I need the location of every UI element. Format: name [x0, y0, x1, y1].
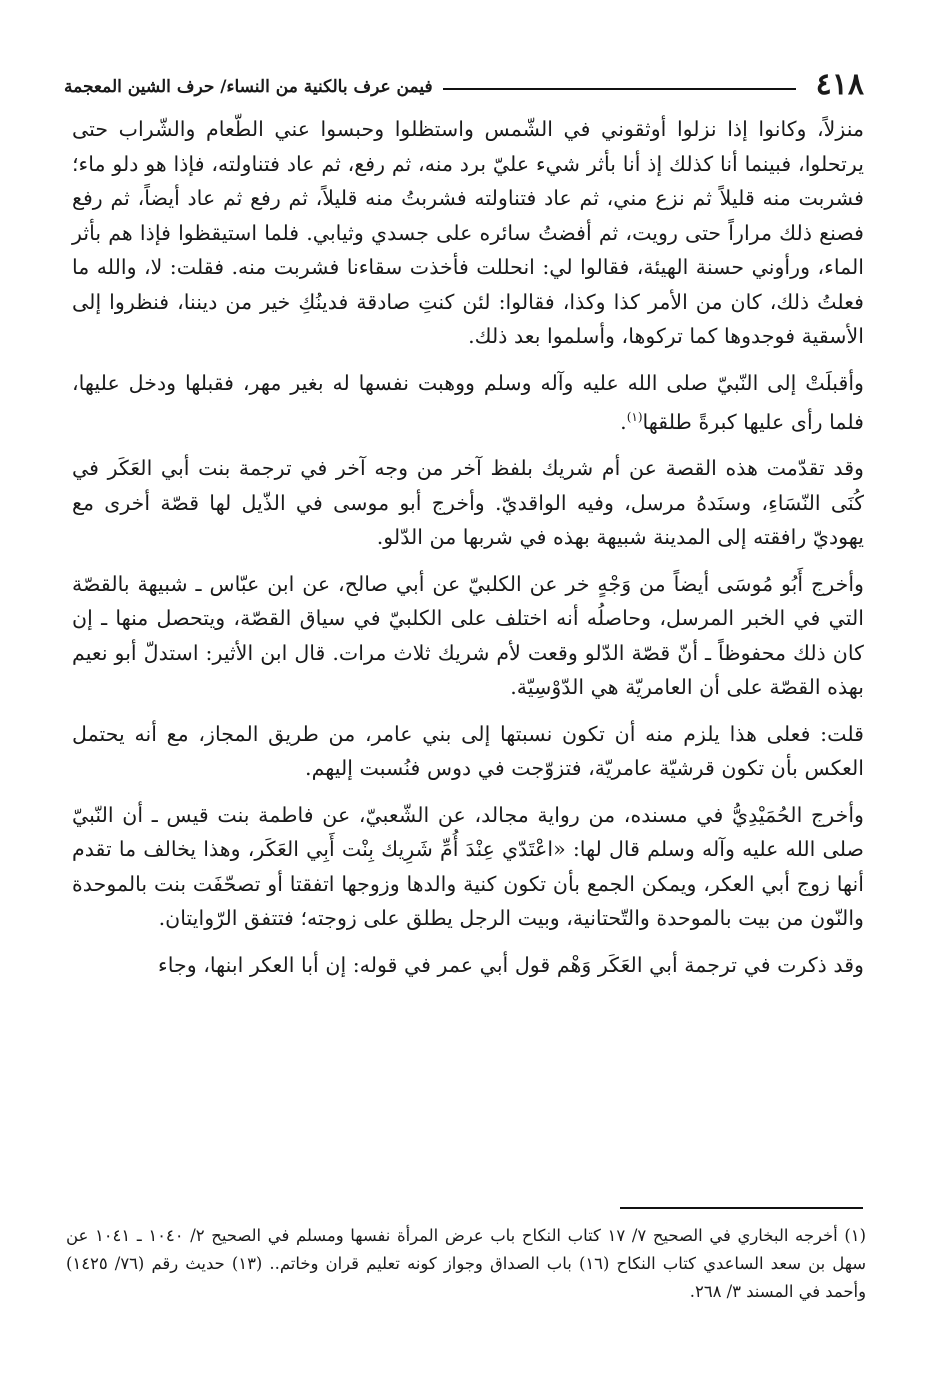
footnote-marker: (١) — [626, 410, 643, 424]
paragraph-6: وأخرج الحُمَيْدِيُّ في مسنده، من رواية مجالد، عن الشّعبيّ، عن فاطمة بنت قيس ـ أن النّبيّ صلى الله عليه وآله وسلم قال لها: «اعْتَدّي عِنْدَ أُمِّ شَرِيك بِنْت أَبِي العَكَر، وهذا يخالف ما تقدم أنها زوج أبي العكر، ويمكن الجمع بأن تكون كنية والدها وزوجها اتفقتا أو تصحّفَت بنت بالموحدة والنّون من بيت بالموحدة والتّحتانية، وبيت الرجل يطلق على زوجته؛ فتتفق الرّوايتان. — [72, 802, 864, 931]
paragraph-2-text: وأقبلَتْ إلى النّبيّ صلى الله عليه وآله وسلم ووهبت نفسها له بغير مهر، فقبلها ودخل عليها، فلما رأى عليها كبرةً طلقها — [72, 370, 864, 434]
paragraph-5: قلت: فعلى هذا يلزم منه أن تكون نسبتها إلى بني عامر، من طريق المجاز، مع أنه يحتمل العكس بأن تكون قرشيّة عامريّة، فتزوّجت في دوس فنُسبت إليهم. — [72, 721, 864, 781]
paragraph-2: وأقبلَتْ إلى النّبيّ صلى الله عليه وآله وسلم ووهبت نفسها له بغير مهر، فقبلها ودخل عليها، فلما رأى عليها كبرةً طلقها$^{(١)}$. — [72, 370, 864, 434]
paragraph-4: وأخرج أَبُو مُوسَى أيضاً من وَجْهٍ خر عن الكلبيّ عن أبي صالح، عن ابن عبّاس ـ شبيهة بالقصّة التي في الخبر المرسل، وحاصلُه أنه اختلف على الكلبيّ في سياق القصّة، ويتحصل منها ـ إن كان ذلك محفوظاً ـ أنّ قصّة الدّلو وقعت لأم شريك ثلاث مرات. قال ابن الأثير: استدلّ أبو نعيم بهذه القصّة على أن العامريّة هي الدّوْسِيّة. — [72, 571, 864, 700]
running-title: فيمن عرف بالكنية من النساء/ حرف الشين المعجمة — [64, 77, 433, 97]
footnotes — [66, 1222, 866, 1306]
footnote-1: (١) أخرجه البخاري في الصحيح ٧/ ١٧ كتاب النكاح باب عرض المرأة نفسها ومسلم في الصحيح ٢/ ١٠٤٠ ـ ١٠٤١ عن سهل بن سعد الساعدي كتاب النكاح (١٦) باب الصداق وجواز كونه تعليم قران وخاتم.. (١٣) حديث رقم (٧٦/ ١٤٢٥) وأحمد في المسند ٣/ ٢٦٨. — [66, 1226, 866, 1301]
footnote-rule — [620, 1207, 863, 1209]
header-rule — [443, 88, 796, 90]
page-header — [64, 56, 864, 100]
paragraph-7: وقد ذكرت في ترجمة أبي العَكَر وَهْم قول أبي عمر في قوله: إن أبا العكر ابنها، وجاء — [158, 952, 864, 977]
page-number: ٤١٨ — [815, 67, 864, 102]
paragraph-1: منزلاً، وكانوا إذا نزلوا أوثقوني في الشّمس واستظلوا وحبسوا عني الطّعام والشّراب حتى يرتحلوا، فبينما أنا كذلك إذ أنا بأثر شيء عليّ برد منه، ثم رفع، ثم عاد فتناولته، فإذا هو دلو ماء؛ فشربت منه قليلاً ثم نزع مني، ثم عاد فتناولته فشربتُ منه قليلاً، ثم رفع ثم عاد أيضاً، ثم رفع فصنع ذلك مراراً حتى رويت، ثم أفضتُ سائره على جسدي وثيابي. فلما استيقظوا فإذا هم بأثر الماء، ورأوني حسنة الهيئة، فقالوا لي: انحللت فأخذت سقاءنا فشربت منه. فقلت: لا، والله ما فعلتُ ذلك، كان من الأمر كذا وكذا، فقالوا: لئن كنتِ صادقة فدينُكِ خير من ديننا، فنظروا إلى الأسقية فوجدوها كما تركوها، وأسلموا بعد ذلك. — [72, 117, 864, 348]
paragraph-3: وقد تقدّمت هذه القصة عن أم شريك بلفظ آخر من وجه آخر في ترجمة بنت أبي العَكَر في كُنَى النّسَاءِ، وسنَدهُ مرسل، وفيه الواقديّ. وأخرج أبو موسى في الذّيل لها قصّة أخرى مع يهوديّ رافقته إلى المدينة شبيهة بهذه في شربها من الدّلو. — [72, 456, 864, 550]
body-text — [72, 112, 864, 994]
